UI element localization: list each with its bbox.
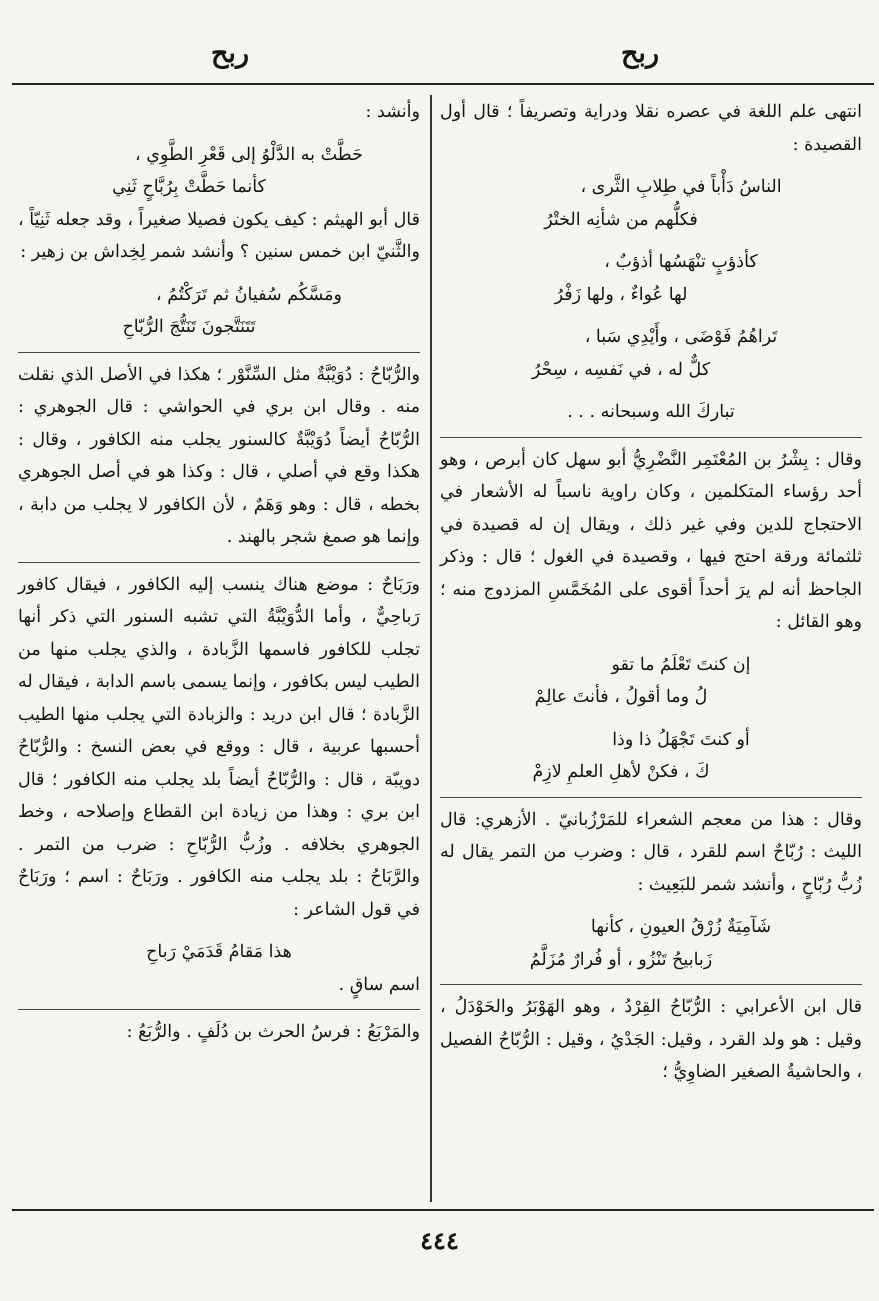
left-intro: وأنشد : [365,102,420,122]
poem-line: هذا مَقامُ قَدَمَيْ رَباحِ [146,942,292,962]
poem-line: لها عُواءٌ ، ولها زَفْرُ [554,284,688,305]
poem-line: تَراهُمُ فَوْضَى ، وأَيْدِي سَبا ، [584,327,778,347]
section-rule [440,437,862,438]
running-header-right: ربح [621,38,659,69]
header-rule [12,83,874,85]
poem-line: تباركَ الله وسبحانه . . . [567,402,735,422]
left-paragraph: ورَبَاحٌ : موضع هناك ينسب إليه الكافور ، فيقال كافور رَباحِيٌّ ، وأما الدُّوَيْبَّةُ التي تشبه السنور التي ذكر أنها تجلب للكافور فاسمها الزَّبادة ، والذي يجلب منها من الطيب ليس بكافور ، وإنما يسمى باسم الدابة ، فيقال له الزَّبادة ؛ قال ابن دريد : والزبادة التي يجلب منها الطيب أحسبها عربية ، قال : ووقع في بعض النسخ : والرُّبّاحُ دويبّة ، قال : والرُّبّاحُ أيضاً بلد يجلب منه الكافور ؛ قال ابن بري : وهذا من زيادة ابن القطاع وإصلاحه ، وخط الجوهري بخلافه . وزُبُّ الرُّبّاحِ : ضرب من التمر . والرَّبَاحُ : بلد يجلب منه الكافور . ورَبَاحٌ : اسم ؛ ورَبَاحٌ في قول الشاعر : [18,574,420,920]
right-paragraph: قال ابن الأعرابي : الرُّبّاحُ القِرْدُ ، وهو الهَوْبَرُ والحَوْدَلُ ، وقيل : هو ولد القرد ، وقيل: الجَدْيُ ، وقيل : الرُّبّاحُ الفصيل ، والحاشيةُ الصغير الضاوِيُّ ؛ [440,997,862,1082]
poem-line: إن كنتَ تَعْلَمُ ما تقو [611,654,751,675]
poem-line: كأنما حَطَّتْ بِرُبَّاحٍ ثَنِي [112,177,266,197]
section-rule [440,984,862,985]
poem-line: كلٌّ له ، في نَفسِه ، سِحْرُ [531,359,711,380]
section-rule [440,797,862,798]
left-column [18,96,420,1049]
page-number: ٤٤٤ [420,1226,459,1255]
footer-rule [12,1209,874,1211]
poem-line: حَطَّتْ به الدَّلْوُ إلى قَعْرِ الطَّوِي ، [135,144,363,165]
section-rule [18,352,420,353]
right-intro: انتهى علم اللغة في عصره نقلا ودراية وتصريفاً ؛ قال أول القصيدة : [440,102,862,155]
poem-line: تَتَنَتَّجونَ تَنَتُّجَ الرُّبّاحِ [122,317,256,337]
section-rule [18,562,420,563]
poem-line: لُ وما أقولُ ، فأنتَ عالِمْ [534,687,708,707]
poem-line: كَ ، فكنْ لأهلِ العلمِ لازِمْ [532,762,710,782]
section-rule [18,1009,420,1010]
left-paragraph: قال أبو الهيثم : كيف يكون فصيلا صغيراً ، وقد جعله ثَنِيّاً ، والثَّنيّ ابن خمس سنين ؟ وأنشد شمر لِخِداش بن زهير : [18,209,420,262]
poem-line: فكلُّهم من شأنِه الختْرُ [544,209,698,230]
poem-line: شَآمِيَةٌ زُرْقُ العيونِ ، كأنها [590,917,772,937]
column-divider [430,95,432,1202]
running-header-left: ربح [211,38,249,69]
poem-line: زَبابيحُ تَنْزُو ، أو فُرارٌ مُزَلَّمُ [529,949,713,970]
left-paragraph: اسم ساقٍ . [338,974,420,995]
right-paragraph: وقال : هذا من معجم الشعراء للمَرْزُبانيّ . الأزهري: قال الليث : رُبّاحٌ اسم للقرد ، قال : وضرب من التمر يقال له زُبُّ رُبّاحٍ ، وأنشد شمر للبَعِيث : [440,809,862,895]
poem-line: أو كنتَ تَجْهَلُ ذا وذا [612,729,750,750]
right-paragraph: وقال : بِشْرُ بن المُعْتَمِر النَّضْرِيُّ أبو سهل كان أبرص ، وهو أحد رؤساء المتكلمين ، وكان راوية ناسباً له الأشعار في الاحتجاج للدين وفي غير ذلك ، ويقال إن له قصيدة في ثلثمائة ورقة احتج فيها ، وقصيدة في الغول ؛ قال : وذكر الجاحظ أنه لم يرَ أحداً أقوى على المُخَمَّسِ المزدوج منه ؛ وهو القائل : [440,449,862,632]
right-column [440,96,862,1089]
poem-line: ومَسَّكُم سُفيانُ ثم تَرَكْتُمُ ، [156,284,342,305]
left-paragraph: والرُّبّاحُ : دُوَيْبَّةٌ مثل السِّنَّوْر ؛ هكذا في الأصل الذي نقلت منه . وقال ابن بري في الحواشي : قال الجوهري : الرُّبّاحُ أيضاً دُوَيْبَّةٌ كالسنور يجلب منه الكافور ، وقال : هكذا وقع في أصلي ، قال : وكذا هو في أصل الجوهري بخطه ، قال : وهو وَهَمٌ ، لأن الكافور لا يجلب من دابة ، وإنما هو صمغ شجر بالهند . [18,364,420,547]
poem-line: الناسُ دَأْباً في طِلابِ الثَّرى ، [580,177,782,197]
poem-line: كأذؤبٍ تنْهَسُها أذؤبٌ ، [604,252,758,272]
left-paragraph: والمَرْبَعُ : فرسُ الحرث بن دُلَفٍ . والرُّبَعُ : [126,1022,420,1042]
